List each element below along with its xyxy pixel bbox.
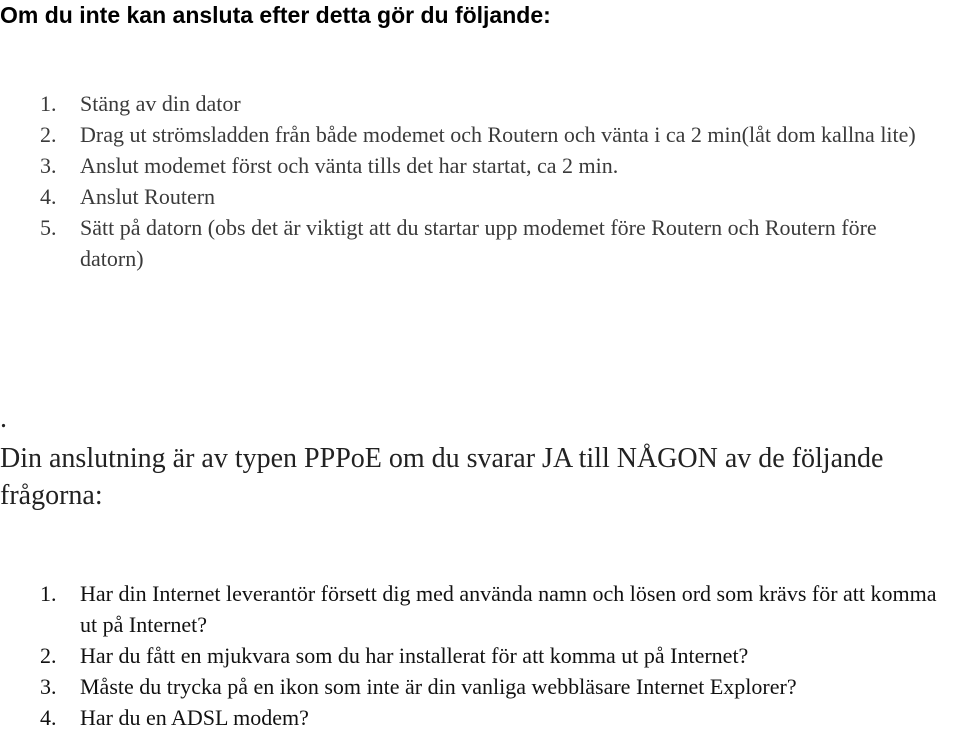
step-text: Anslut modemet först och vänta tills det har startat, ca 2 min.	[80, 153, 619, 178]
step-item	[40, 212, 940, 274]
question-item	[40, 671, 958, 702]
step-text: Drag ut strömsladden från både modemet och Routern och vänta i ca 2 min(låt dom kallna lite)	[80, 122, 916, 147]
step-number: 2.	[40, 122, 57, 147]
step-number: 5.	[40, 215, 57, 240]
step-number: 1.	[40, 91, 57, 116]
question-item	[40, 702, 958, 733]
question-number: 4.	[40, 705, 57, 730]
step-item	[40, 119, 940, 150]
step-text: Stäng av din dator	[80, 91, 241, 116]
question-number: 2.	[40, 643, 57, 668]
question-text: Har din Internet leverantör försett dig med använda namn och lösen ord som krävs för att komma ut på Internet?	[80, 581, 937, 637]
question-number: 3.	[40, 674, 57, 699]
question-text: Måste du trycka på en ikon som inte är din vanliga webbläsare Internet Explorer?	[80, 674, 797, 699]
page-heading: Om du inte kan ansluta efter detta gör du följande:	[0, 2, 551, 28]
question-item	[40, 640, 958, 671]
step-text: Sätt på datorn (obs det är viktigt att du startar upp modemet före Routern och Routern före datorn)	[80, 215, 877, 271]
pppoe-intro-text: Din anslutning är av typen PPPoE om du svarar JA till NÅGON av de följande frågorna:	[0, 443, 884, 511]
step-item	[40, 181, 940, 212]
pppoe-questions-list	[40, 578, 958, 733]
step-text: Anslut Routern	[80, 184, 216, 209]
question-text: Har du en ADSL modem?	[80, 705, 309, 730]
step-item	[40, 88, 940, 119]
question-item	[40, 578, 958, 640]
step-number: 4.	[40, 184, 57, 209]
question-text: Har du fått en mjukvara som du har installerat för att komma ut på Internet?	[80, 643, 749, 668]
step-item	[40, 150, 940, 181]
step-number: 3.	[40, 153, 57, 178]
troubleshooting-steps-list	[40, 88, 940, 274]
separator-dot: .	[0, 403, 7, 434]
question-number: 1.	[40, 581, 57, 606]
